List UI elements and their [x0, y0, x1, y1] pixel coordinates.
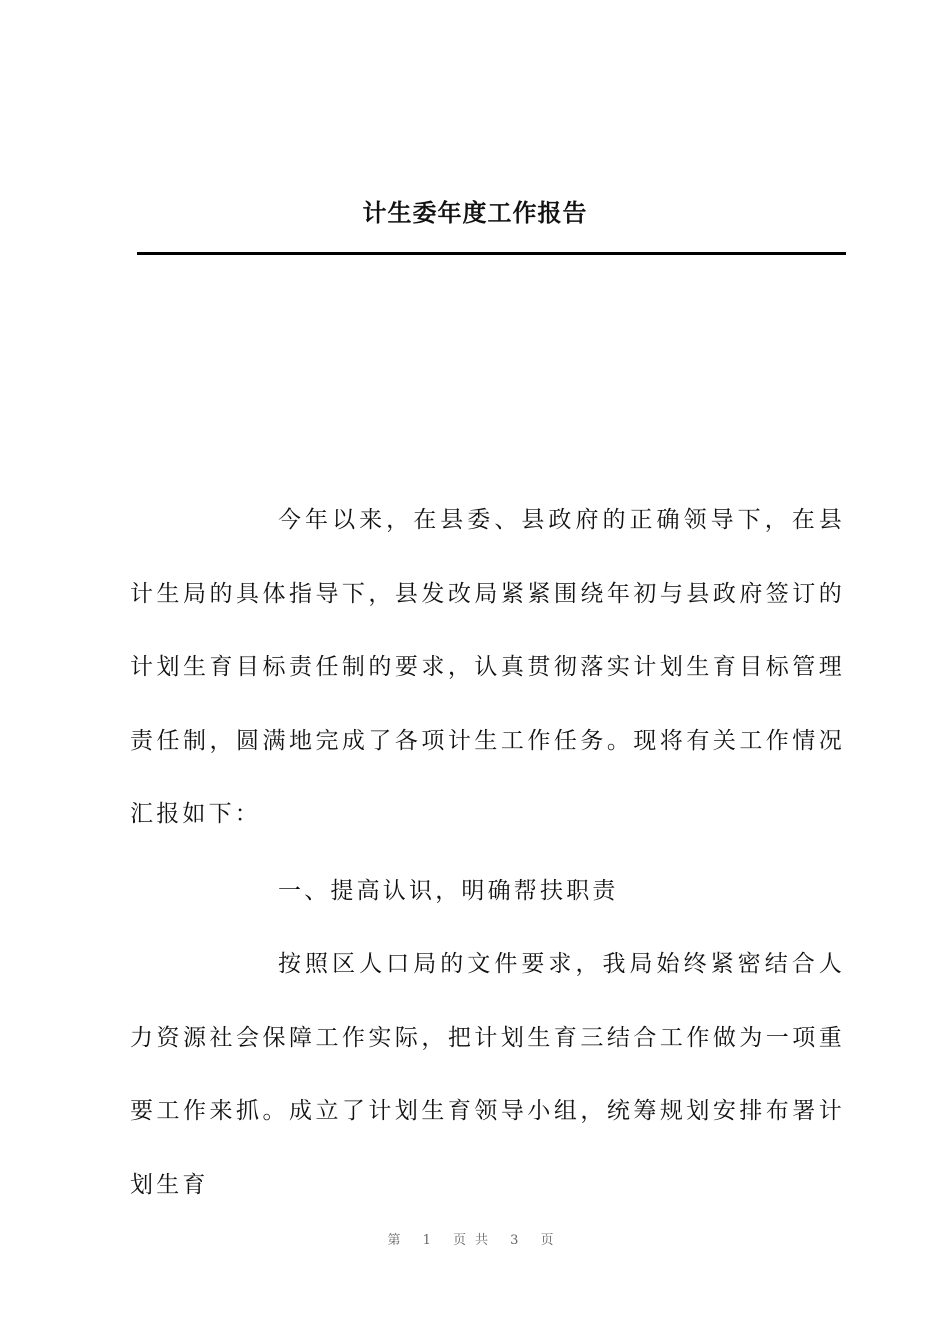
section-heading-1: 一、提高认识，明确帮扶职责: [278, 878, 619, 904]
title-underline: [137, 252, 846, 255]
intro-paragraph: 今年以来，在县委、县政府的正确领导下，在县计生局的具体指导下，县发改局紧紧围绕年初与县政府签订的计划生育目标责任制的要求，认真贯彻落实计划生育目标管理责任制，圆满地完成了各项计生工作任务。现将有关工作情况汇报如下：: [130, 507, 845, 827]
section-paragraph-1: 按照区人口局的文件要求，我局始终紧密结合人力资源社会保障工作实际，把计划生育三结合工作做为一项重要工作来抓。成立了计划生育领导小组，统筹规划安排布署计划生育: [130, 951, 845, 1198]
document-title: 计生委年度工作报告: [362, 199, 588, 227]
page-number-footer: 第 1 页共 3 页: [387, 1233, 563, 1248]
